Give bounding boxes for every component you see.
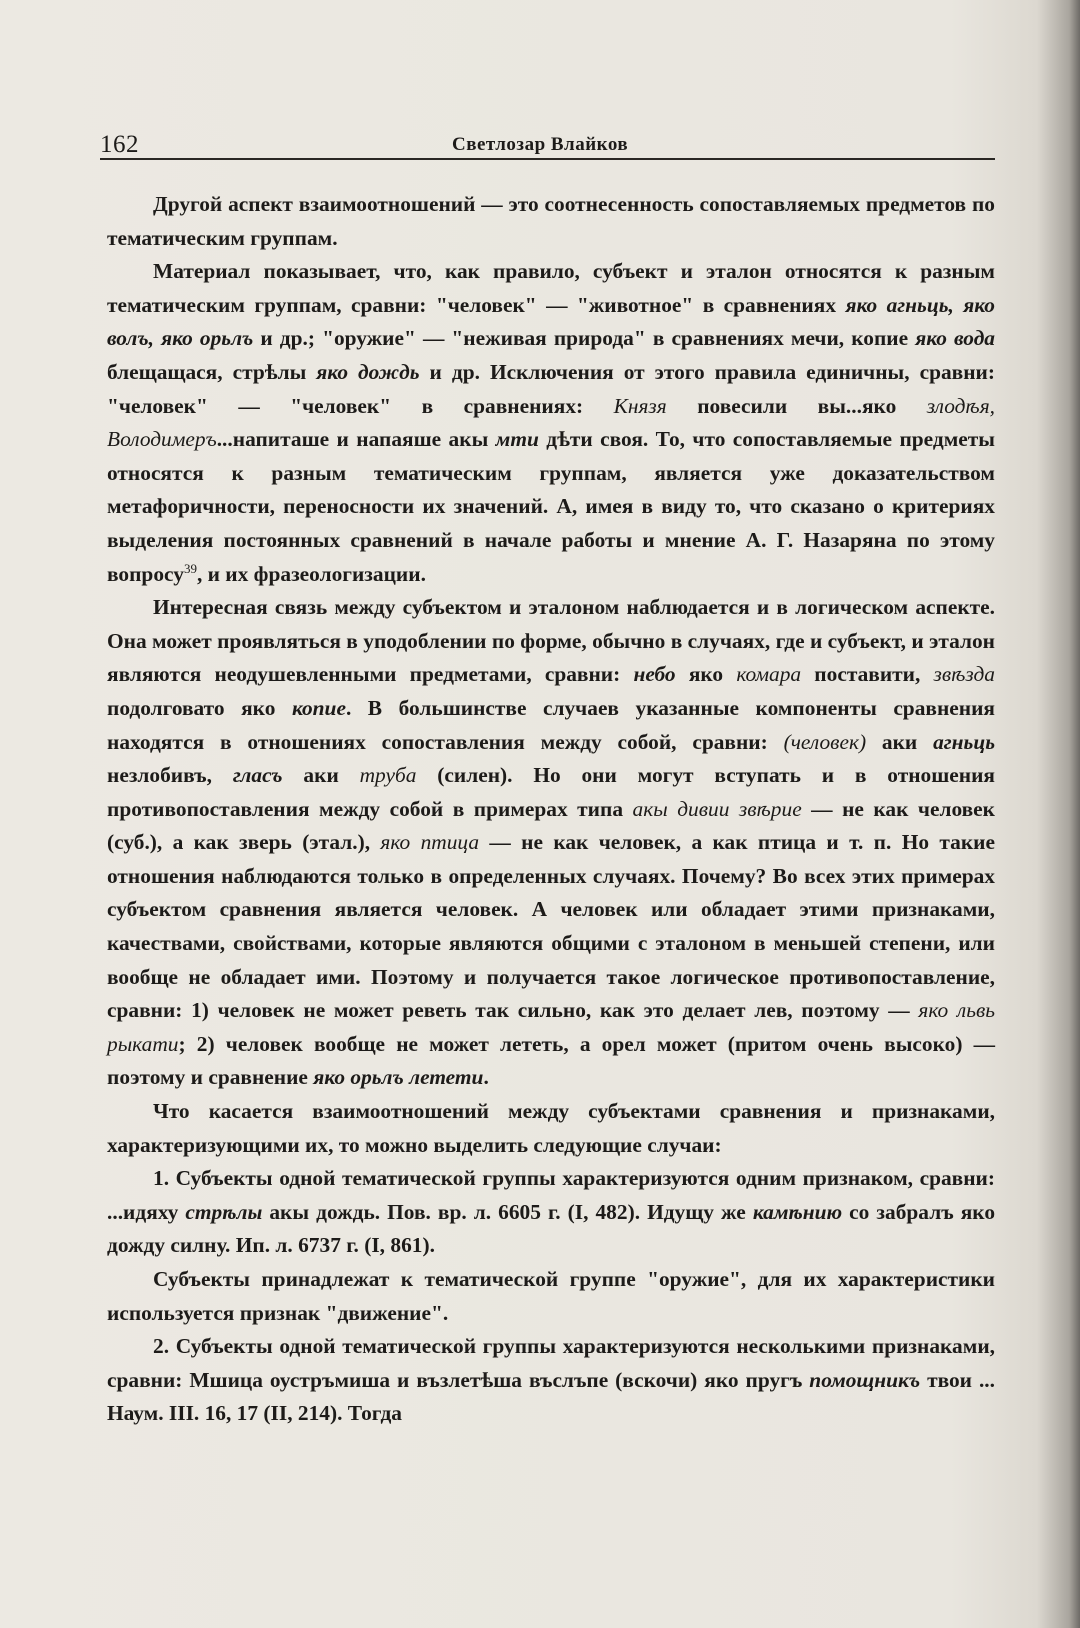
- text-segment: твои ... Наум. III. 16, 17 (II, 214). Тогда: [107, 1367, 996, 1426]
- text-segment: дѣти своя. То, что сопоставляемые предметы относятся к разным тематическим группам, является уже доказательством метафоричности, переносности их значений. А, имея в виду то, что сказано о критериях выделения постоянных сравнений в начале работы и мнение А. Г. Назаряна по этому вопросу: [107, 427, 995, 586]
- text-segment: со забралъ яко дожду силну. Ип. л. 6737 г. (I, 861).: [107, 1199, 996, 1258]
- text-segment: , и их фразеологизации.: [196, 561, 426, 586]
- text-segment: (человек): [783, 729, 867, 754]
- text-segment: незлобивъ,: [107, 763, 233, 788]
- text-segment: звѣзда: [933, 662, 995, 687]
- text-segment: Интересная связь между субъектом и эталоном наблюдается и в логическом аспекте. Она может проявляться в уподоблении по форме, обычно в случаях, где и субъект, и эталон являются неодушевленными предметами, сравни:: [107, 595, 995, 687]
- paragraph-7: [107, 1330, 995, 1431]
- running-head-author: Светлозар Влайков: [452, 134, 629, 155]
- text-segment: Материал показывает, что, как правило, субъект и эталон относятся к разным тематическим группам, сравни: "человек" — "животное" в сравнениях: [107, 259, 995, 317]
- text-segment: агньць: [933, 729, 995, 754]
- text-segment: 2. Субъекты одной тематической группы характеризуются несколькими признаками, сравни: Мшица оустръмиша и възлетѣша въслъпе (вскочи) яко пругъ: [107, 1334, 995, 1392]
- text-segment: яко агньць, яко волъ, яко орьлъ: [107, 292, 995, 351]
- text-segment: яко вода: [915, 326, 995, 351]
- text-segment: аки: [866, 729, 934, 754]
- body-text: [107, 188, 995, 1431]
- text-segment: гласъ: [232, 763, 283, 788]
- text-segment: — не как человек, а как птица и т. п. Но такие отношения наблюдаются только в определенных случаях. Почему? Во всех этих примерах субъектом сравнения является человек. А человек или обладает этими признаками, качествами, свойствами, которые являются общими с эталоном в меньшей степени, или вообще не обладает ими. Поэтому и получается такое логическое противопоставление, сравни: 1) человек не может реветь так сильно, как это делает лев, поэтому —: [107, 830, 995, 1023]
- text-segment: (силен). Но они могут вступать и в отношения противопоставления между собой в примерах типа: [107, 763, 995, 821]
- paragraph-1: [107, 188, 995, 255]
- text-segment: Субъекты принадлежат к тематической группе "оружие", для их характеристики используется признак "движение".: [107, 1267, 995, 1325]
- text-segment: Князя: [613, 393, 667, 418]
- text-segment: комара: [736, 662, 802, 687]
- text-segment: стрѣлы: [185, 1199, 263, 1224]
- text-segment: Что касается взаимоотношений между субъектами сравнения и признаками, характеризующими их, то можно выделить следующие случаи:: [107, 1099, 995, 1157]
- text-segment: поставити,: [801, 662, 934, 687]
- text-segment: камѣнию: [752, 1199, 843, 1224]
- paragraph-3: [107, 591, 995, 1095]
- text-segment: . В большинстве случаев указанные компоненты сравнения находятся в отношениях сопоставления между собой, сравни:: [107, 695, 995, 754]
- text-segment: блещащася, стрѣлы: [107, 359, 317, 384]
- paragraph-6: [107, 1263, 995, 1330]
- text-segment: мти: [495, 427, 539, 452]
- text-segment: яко птица: [380, 830, 480, 855]
- text-segment: яко львь рыкати: [107, 998, 995, 1056]
- text-segment: .: [483, 1065, 489, 1090]
- text-segment: небо: [633, 662, 676, 687]
- text-segment: повесили вы...яко: [666, 393, 927, 418]
- paragraph-5: [107, 1162, 995, 1263]
- text-segment: и др.; "оружие" — "неживая природа" в сравнениях мечи, копие: [253, 326, 916, 351]
- paragraph-4: [107, 1095, 995, 1162]
- text-segment: помощникъ: [809, 1367, 921, 1392]
- text-segment: аки: [282, 763, 360, 788]
- text-segment: подолговато яко: [107, 695, 292, 720]
- text-segment: Другой аспект взаимоотношений — это соотнесенность сопоставляемых предметов по тематическим группам.: [107, 192, 995, 250]
- paragraph-2: [107, 255, 995, 591]
- text-segment: яко: [675, 662, 737, 687]
- text-segment: — не как человек (суб.), а как зверь (этал.),: [107, 796, 995, 855]
- footnote-marker: 39: [183, 560, 197, 576]
- text-segment: ...напиташе и напаяше акы: [216, 427, 496, 452]
- page-number: 162: [100, 131, 139, 158]
- text-segment: акы дождь. Пов. вр. л. 6605 г. (I, 482). Идущу же: [262, 1199, 753, 1224]
- header-rule: [100, 158, 995, 160]
- text-segment: ; 2) человек вообще не может лететь, а орел может (притом очень высоко) — поэтому и сравнение: [107, 1031, 995, 1090]
- text-segment: 1. Субъекты одной тематической группы характеризуются одним признаком, сравни: ...идяху: [107, 1166, 995, 1224]
- text-segment: труба: [359, 763, 417, 788]
- text-segment: акы дивии звѣрие: [632, 796, 802, 821]
- text-segment: яко орьлъ летети: [313, 1065, 484, 1090]
- text-segment: злодѣя, Володимеръ: [107, 393, 995, 452]
- text-segment: и др. Исключения от этого правила единичны, сравни: "человек" — "человек" в сравнениях:: [107, 359, 995, 418]
- text-segment: копие: [291, 695, 346, 720]
- text-segment: яко дождь: [316, 359, 420, 384]
